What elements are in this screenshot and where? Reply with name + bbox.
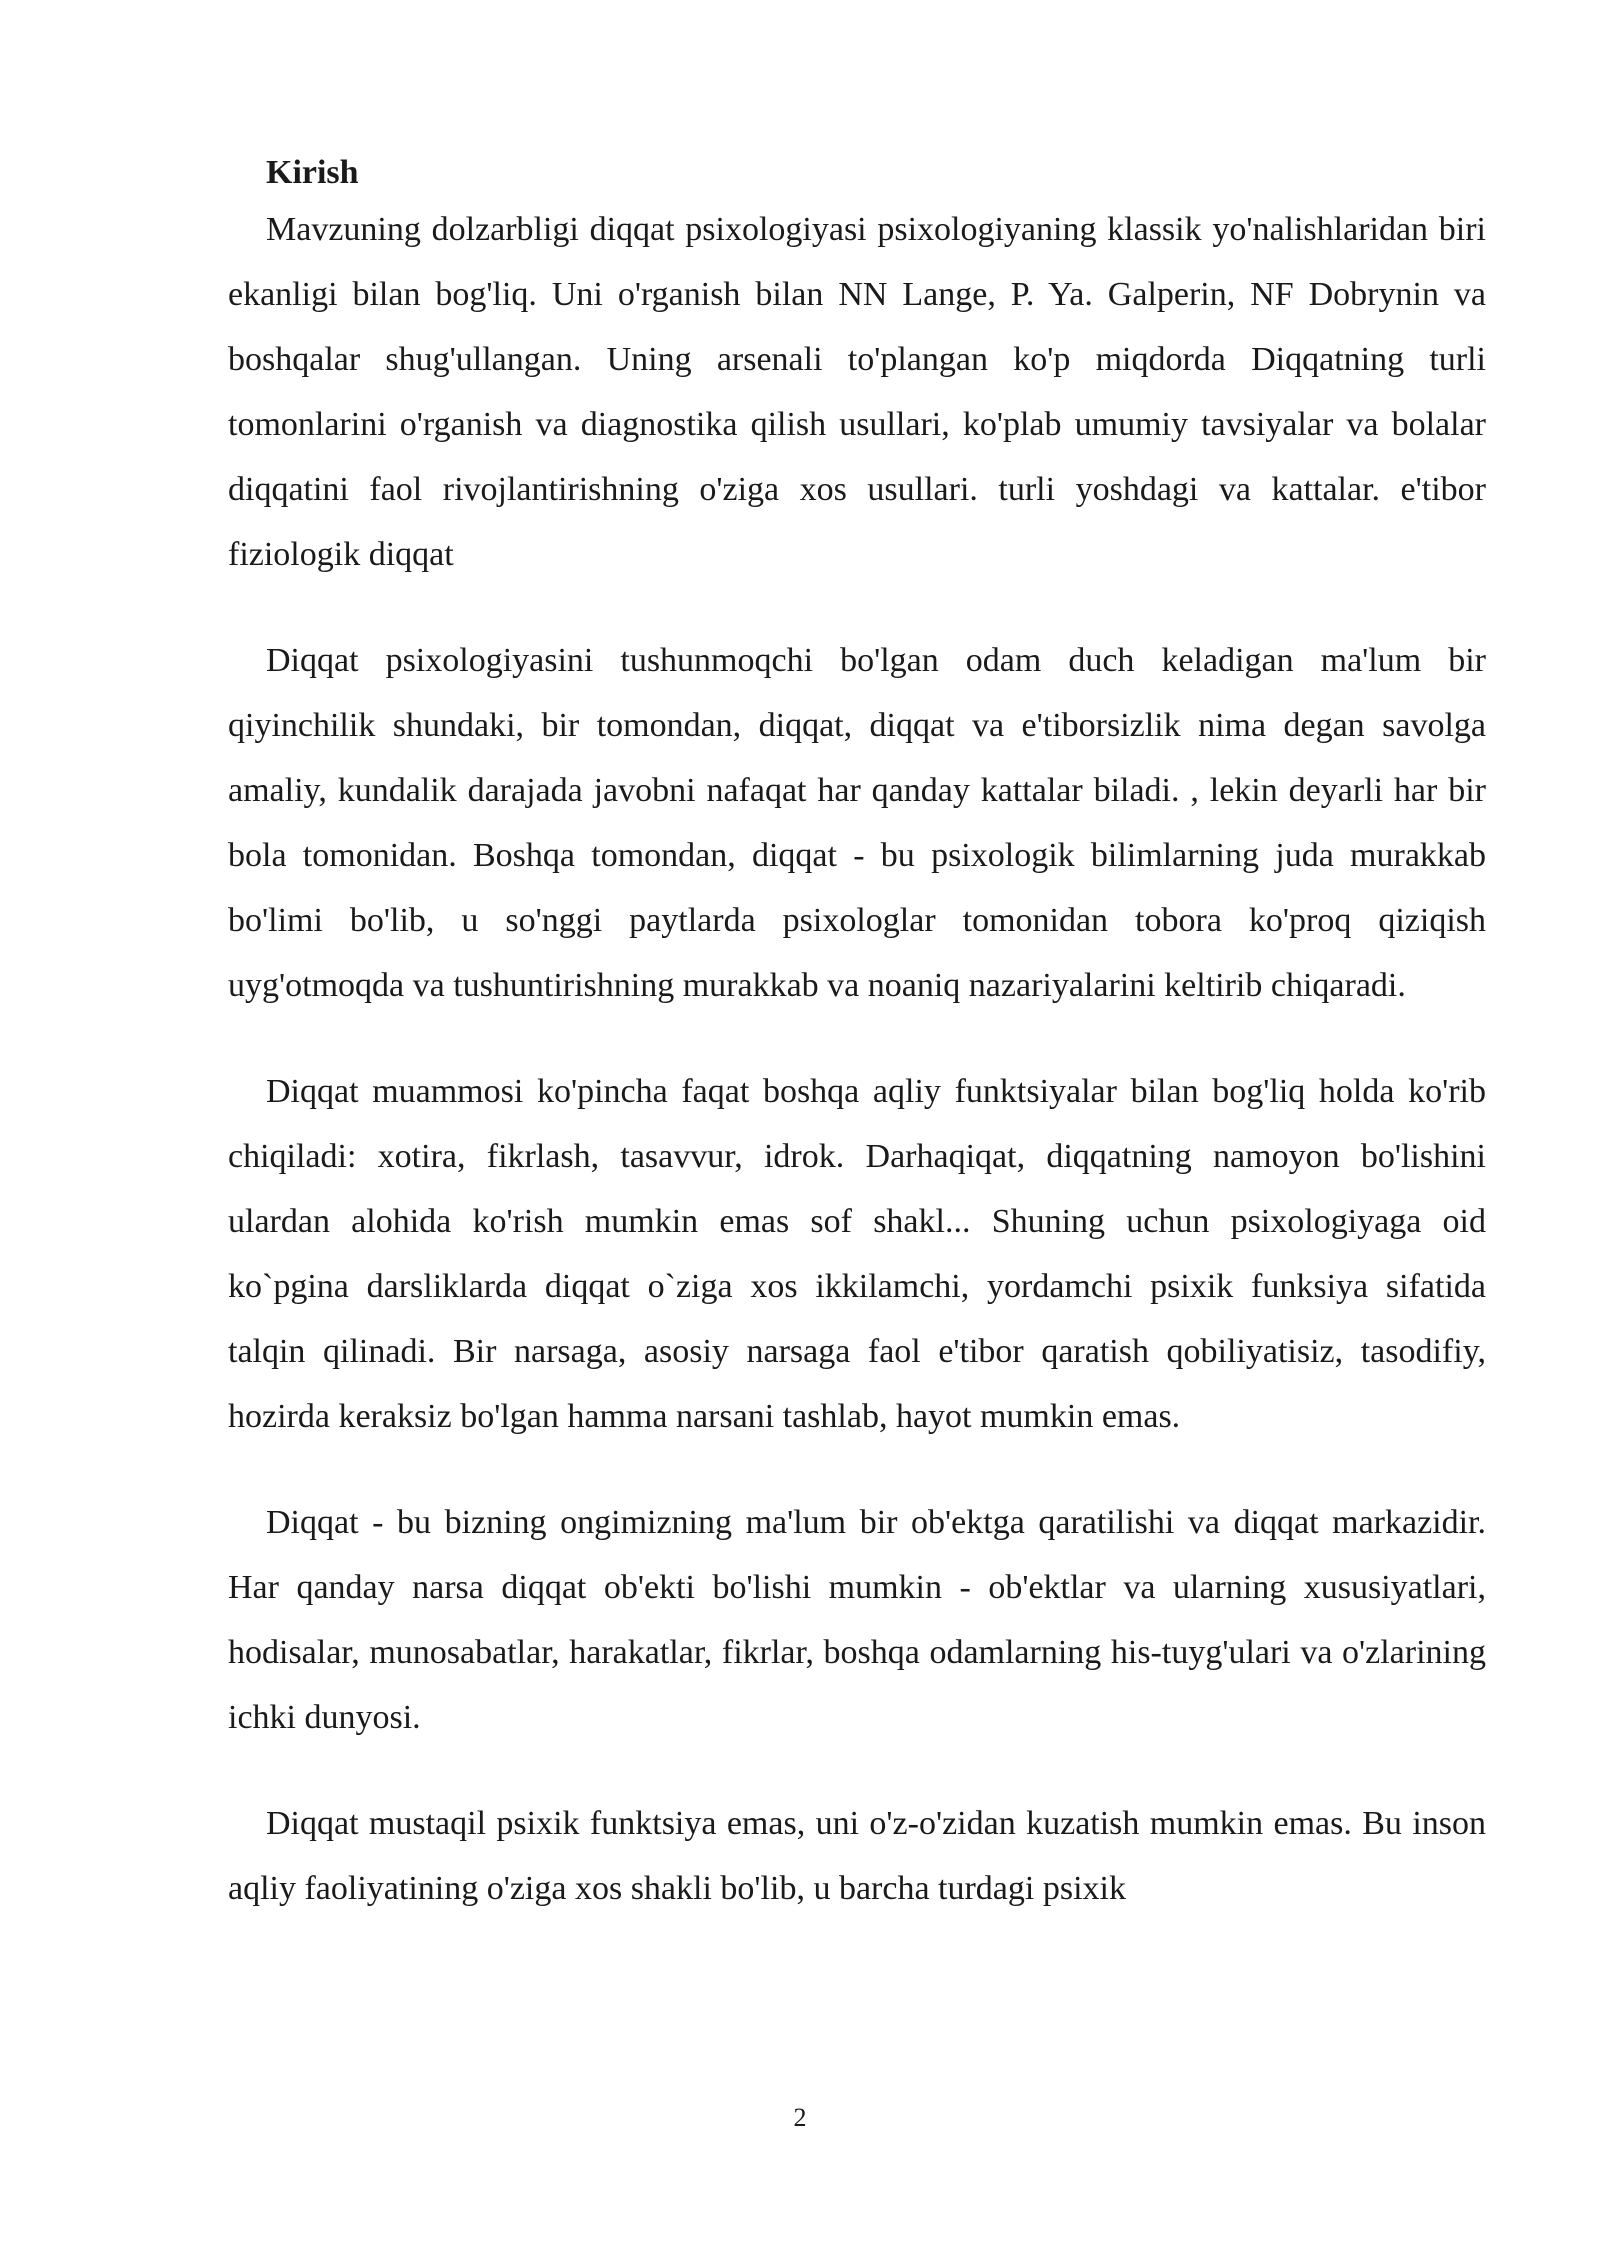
page-content <box>228 148 1486 1921</box>
section-heading: Kirish <box>266 154 359 191</box>
paragraph-3: Diqqat muammosi ko'pincha faqat boshqa aqliy funktsiyalar bilan bog'liq holda ko'rib chiqiladi: xotira, fikrlash, tasavvur, idrok. Darhaqiqat, diqqatning namoyon bo'lishini ulardan alohida ko'rish mumkin emas sof shakl... Shuning uchun psixologiyaga oid ko`pgina darsliklarda diqqat o`ziga xos ikkilamchi, yordamchi psixik funksiya sifatida talqin qilinadi. Bir narsaga, asosiy narsaga faol e'tibor qaratish qobiliyatisiz, tasodifiy, hozirda keraksiz bo'lgan hamma narsani tashlab, hayot mumkin emas. <box>228 1073 1486 1435</box>
paragraph-1: Mavzuning dolzarbligi diqqat psixologiyasi psixologiyaning klassik yo'nalishlaridan biri ekanligi bilan bog'liq. Uni o'rganish bilan NN Lange, P. Ya. Galperin, NF Dobrynin va boshqalar shug'ullangan. Uning arsenali to'plangan ko'p miqdorda Diqqatning turli tomonlarini o'rganish va diagnostika qilish usullari, ko'plab umumiy tavsiyalar va bolalar diqqatini faol rivojlantirishning o'ziga xos usullari. turli yoshdagi va kattalar. e'tibor fiziologik diqqat <box>228 211 1486 573</box>
paragraph-4: Diqqat - bu bizning ongimizning ma'lum bir ob'ektga qaratilishi va diqqat markazidir. Har qanday narsa diqqat ob'ekti bo'lishi mumkin - ob'ektlar va ularning xususiyatlari, hodisalar, munosabatlar, harakatlar, fikrlar, boshqa odamlarning his-tuyg'ulari va o'zlarining ichki dunyosi. <box>228 1504 1486 1736</box>
paragraph-5: Diqqat mustaqil psixik funktsiya emas, uni o'z-o'zidan kuzatish mumkin emas. Bu inson aqliy faoliyatining o'ziga xos shakli bo'lib, u barcha turdagi psixik <box>228 1805 1486 1907</box>
page-number: 2 <box>793 2103 807 2132</box>
paragraph-2: Diqqat psixologiyasini tushunmoqchi bo'lgan odam duch keladigan ma'lum bir qiyinchilik shundaki, bir tomondan, diqqat, diqqat va e'tiborsizlik nima degan savolga amaliy, kundalik darajada javobni nafaqat har qanday kattalar biladi. , lekin deyarli har bir bola tomonidan. Boshqa tomondan, diqqat - bu psixologik bilimlarning juda murakkab bo'limi bo'lib, u so'nggi paytlarda psixologlar tomonidan tobora ko'proq qiziqish uyg'otmoqda va tushuntirishning murakkab va noaniq nazariyalarini keltirib chiqaradi. <box>228 642 1486 1004</box>
